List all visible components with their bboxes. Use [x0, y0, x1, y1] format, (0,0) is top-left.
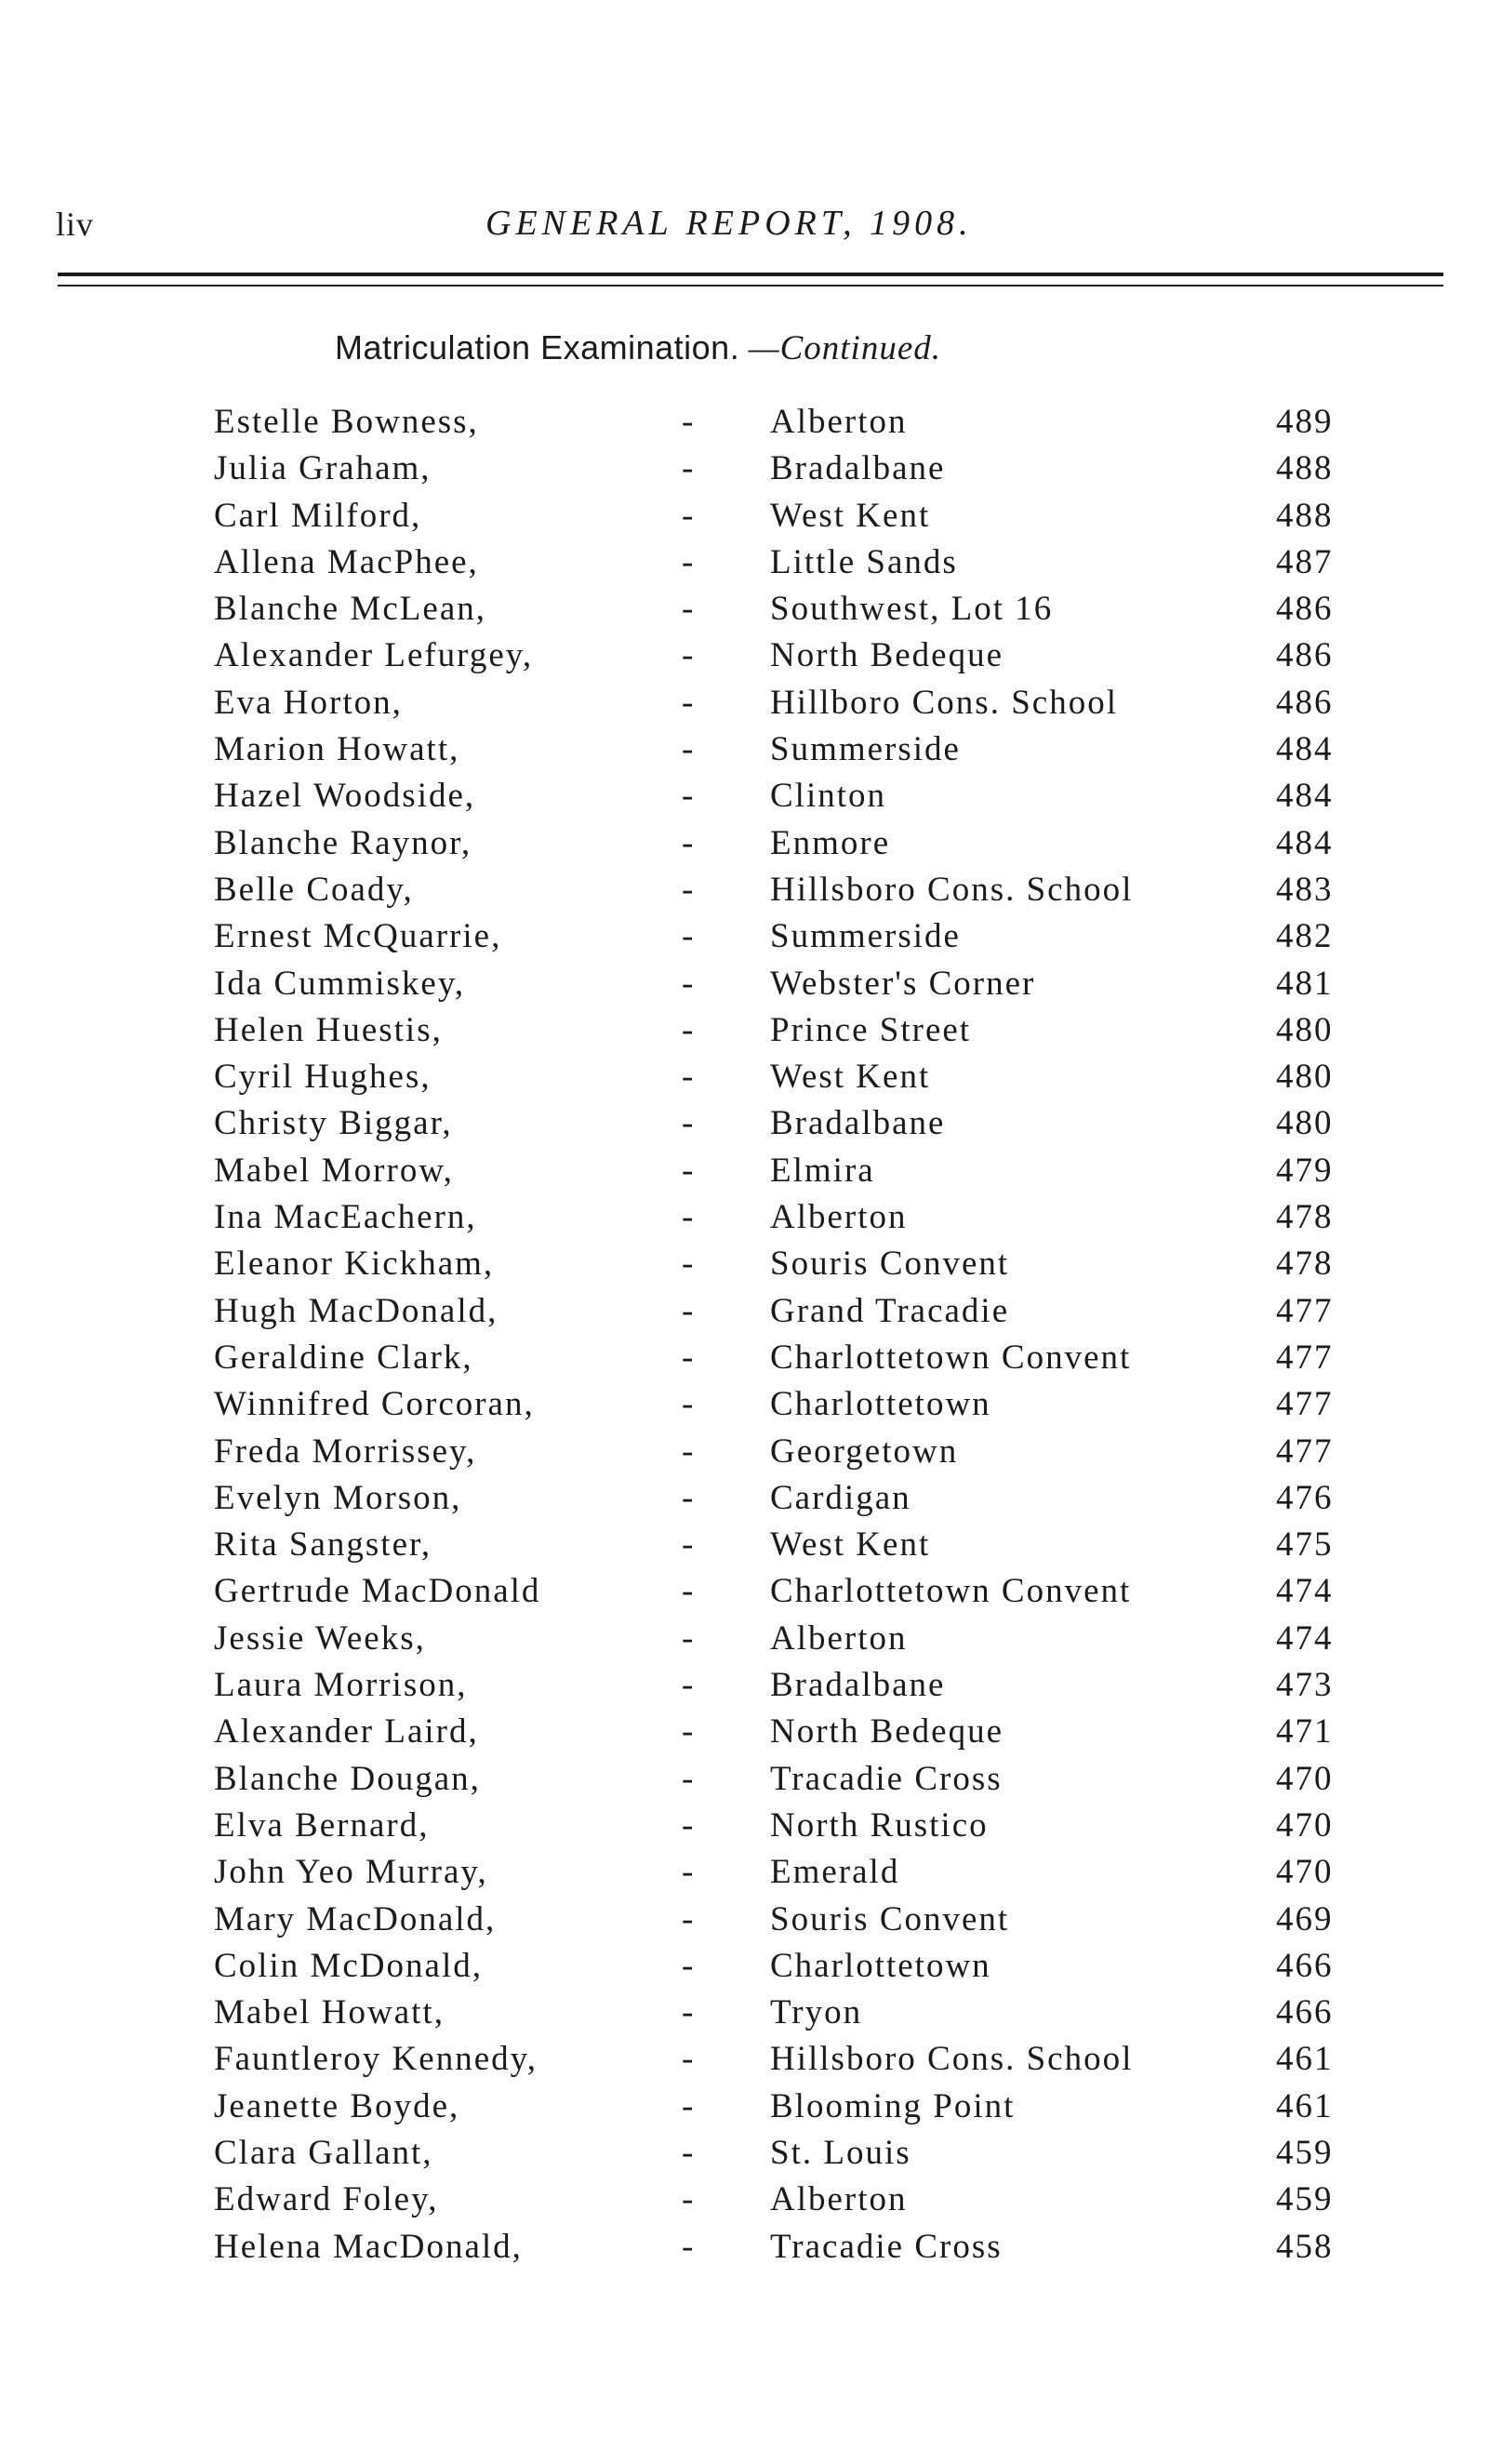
school-location: Prince Street — [770, 1010, 972, 1049]
candidate-name: Winnifred Corcoran, — [214, 1385, 535, 1424]
candidate-name: Ida Cummiskey, — [214, 964, 466, 1003]
separator-dash: - — [682, 1666, 696, 1705]
score-value: 482 — [1276, 917, 1334, 956]
separator-dash: - — [682, 1946, 696, 1985]
list-item — [0, 635, 1502, 682]
candidate-name: Julia Graham, — [214, 449, 432, 488]
list-item — [0, 2227, 1502, 2273]
score-value: 487 — [1276, 542, 1334, 581]
school-location: North Rustico — [770, 1805, 989, 1845]
list-item — [0, 2039, 1502, 2085]
score-value: 480 — [1276, 1010, 1334, 1049]
candidate-name: Blanche Raynor, — [214, 823, 472, 862]
list-item — [0, 1711, 1502, 1758]
school-location: West Kent — [770, 1525, 931, 1565]
separator-dash: - — [682, 2040, 696, 2079]
school-location: Tryon — [770, 1993, 863, 2032]
score-value: 484 — [1276, 730, 1334, 769]
score-value: 474 — [1276, 1618, 1334, 1658]
score-value: 486 — [1276, 636, 1334, 675]
school-location: Tracadie Cross — [770, 1759, 1003, 1798]
candidate-name: Mary MacDonald, — [214, 1899, 497, 1938]
score-value: 459 — [1276, 2180, 1334, 2219]
school-location: Clinton — [770, 777, 887, 816]
school-location: Hillboro Cons. School — [770, 683, 1118, 722]
separator-dash: - — [682, 823, 696, 862]
separator-dash: - — [682, 636, 696, 675]
score-value: 477 — [1276, 1291, 1334, 1330]
separator-dash: - — [682, 2086, 696, 2125]
candidate-name: Helena MacDonald, — [214, 2227, 523, 2266]
separator-dash: - — [682, 2133, 696, 2172]
separator-dash: - — [682, 1104, 696, 1143]
candidate-name: Rita Sangster, — [214, 1525, 432, 1565]
school-location: Bradalbane — [770, 1666, 946, 1705]
separator-dash: - — [682, 964, 696, 1003]
candidate-name: Blanche McLean, — [214, 590, 486, 629]
list-item — [0, 2133, 1502, 2179]
list-item — [0, 1571, 1502, 1618]
score-value: 466 — [1276, 1946, 1334, 1985]
score-value: 473 — [1276, 1666, 1334, 1705]
separator-dash: - — [682, 730, 696, 769]
separator-dash: - — [682, 1291, 696, 1330]
score-value: 486 — [1276, 683, 1334, 722]
running-title: GENERAL REPORT, 1908. — [485, 204, 973, 243]
candidate-name: Ina MacEachern, — [214, 1198, 477, 1237]
list-item — [0, 496, 1502, 542]
list-item — [0, 1759, 1502, 1805]
list-item — [0, 1525, 1502, 1571]
list-item — [0, 683, 1502, 729]
header-rule-thin — [58, 285, 1443, 286]
list-item — [0, 1665, 1502, 1711]
school-location: Charlottetown Convent — [770, 1338, 1132, 1377]
separator-dash: - — [682, 1618, 696, 1658]
candidate-name: Jeanette Boyde, — [214, 2086, 460, 2125]
score-value: 470 — [1276, 1853, 1334, 1892]
score-value: 476 — [1276, 1478, 1334, 1517]
score-value: 484 — [1276, 823, 1334, 862]
school-location: Alberton — [770, 403, 908, 441]
separator-dash: - — [682, 1385, 696, 1424]
score-value: 477 — [1276, 1338, 1334, 1377]
school-location: Alberton — [770, 1618, 908, 1658]
school-location: Summerside — [770, 730, 961, 769]
score-value: 477 — [1276, 1432, 1334, 1471]
separator-dash: - — [682, 1993, 696, 2032]
school-location: Grand Tracadie — [770, 1291, 1010, 1330]
school-location: Georgetown — [770, 1432, 959, 1471]
school-location: North Bedeque — [770, 1712, 1004, 1751]
list-item — [0, 1432, 1502, 1478]
candidate-name: Gertrude MacDonald — [214, 1572, 541, 1611]
separator-dash: - — [682, 1151, 696, 1190]
school-location: Little Sands — [770, 542, 958, 581]
candidate-name: Eleanor Kickham, — [214, 1245, 495, 1284]
candidate-name: Eva Horton, — [214, 683, 403, 722]
list-item — [0, 542, 1502, 589]
candidate-name: Mabel Morrow, — [214, 1151, 454, 1190]
school-location: Webster's Corner — [770, 964, 1036, 1003]
score-value: 488 — [1276, 496, 1334, 535]
candidate-name: Alexander Laird, — [214, 1712, 479, 1751]
list-item — [0, 1291, 1502, 1338]
school-location: Cardigan — [770, 1478, 911, 1517]
candidate-name: Marion Howatt, — [214, 730, 460, 769]
list-item — [0, 448, 1502, 495]
separator-dash: - — [682, 496, 696, 535]
school-location: Southwest, Lot 16 — [770, 590, 1054, 629]
separator-dash: - — [682, 1712, 696, 1751]
separator-dash: - — [682, 1245, 696, 1284]
candidate-name: Helen Huestis, — [214, 1010, 443, 1049]
score-value: 483 — [1276, 870, 1334, 909]
list-item — [0, 1338, 1502, 1384]
list-item — [0, 870, 1502, 916]
candidate-name: Geraldine Clark, — [214, 1338, 473, 1377]
candidate-name: Laura Morrison, — [214, 1666, 468, 1705]
school-location: Hillsboro Cons. School — [770, 2040, 1134, 2079]
results-list — [0, 402, 1502, 2273]
list-item — [0, 1010, 1502, 1057]
school-location: Souris Convent — [770, 1899, 1010, 1938]
score-value: 484 — [1276, 777, 1334, 816]
school-location: Bradalbane — [770, 449, 946, 488]
candidate-name: Cyril Hughes, — [214, 1058, 432, 1097]
separator-dash: - — [682, 1853, 696, 1892]
list-item — [0, 402, 1502, 448]
list-item — [0, 1805, 1502, 1852]
list-item — [0, 729, 1502, 776]
candidate-name: Elva Bernard, — [214, 1805, 430, 1845]
school-location: Souris Convent — [770, 1245, 1010, 1284]
school-location: Emerald — [770, 1853, 900, 1892]
list-item — [0, 1852, 1502, 1898]
list-item — [0, 1899, 1502, 1946]
separator-dash: - — [682, 777, 696, 816]
candidate-name: Ernest McQuarrie, — [214, 917, 502, 956]
candidate-name: Christy Biggar, — [214, 1104, 453, 1143]
page-number: liv — [56, 206, 95, 243]
candidate-name: Blanche Dougan, — [214, 1759, 481, 1798]
candidate-name: Allena MacPhee, — [214, 542, 479, 581]
candidate-name: Carl Milford, — [214, 496, 422, 535]
separator-dash: - — [682, 1572, 696, 1611]
score-value: 466 — [1276, 1993, 1334, 2032]
score-value: 478 — [1276, 1245, 1334, 1284]
separator-dash: - — [682, 917, 696, 956]
separator-dash: - — [682, 590, 696, 629]
school-location: West Kent — [770, 496, 931, 535]
score-value: 489 — [1276, 403, 1334, 441]
list-item — [0, 2179, 1502, 2226]
list-item — [0, 1057, 1502, 1103]
candidate-name: Freda Morrissey, — [214, 1432, 477, 1471]
candidate-name: Fauntleroy Kennedy, — [214, 2040, 538, 2079]
separator-dash: - — [682, 1338, 696, 1377]
separator-dash: - — [682, 1759, 696, 1798]
separator-dash: - — [682, 1010, 696, 1049]
section-title — [335, 327, 941, 368]
candidate-name: Mabel Howatt, — [214, 1993, 445, 2032]
candidate-name: Jessie Weeks, — [214, 1618, 426, 1658]
list-item — [0, 823, 1502, 870]
score-value: 474 — [1276, 1572, 1334, 1611]
school-location: Alberton — [770, 1198, 908, 1237]
score-value: 469 — [1276, 1899, 1334, 1938]
candidate-name: Belle Coady, — [214, 870, 414, 909]
candidate-name: Alexander Lefurgey, — [214, 636, 534, 675]
school-location: Elmira — [770, 1151, 875, 1190]
candidate-name: Hugh MacDonald, — [214, 1291, 498, 1330]
candidate-name: Colin McDonald, — [214, 1946, 483, 1985]
separator-dash: - — [682, 2227, 696, 2266]
separator-dash: - — [682, 2180, 696, 2219]
candidate-name: Evelyn Morson, — [214, 1478, 462, 1517]
separator-dash: - — [682, 1478, 696, 1517]
school-location: Alberton — [770, 2180, 908, 2219]
school-location: Blooming Point — [770, 2086, 1016, 2125]
separator-dash: - — [682, 542, 696, 581]
score-value: 488 — [1276, 449, 1334, 488]
separator-dash: - — [682, 1198, 696, 1237]
score-value: 477 — [1276, 1385, 1334, 1424]
school-location: Enmore — [770, 823, 891, 862]
separator-dash: - — [682, 449, 696, 488]
list-item — [0, 1618, 1502, 1665]
candidate-name: Estelle Bowness, — [214, 403, 479, 441]
score-value: 461 — [1276, 2040, 1334, 2079]
score-value: 471 — [1276, 1712, 1334, 1751]
score-value: 481 — [1276, 964, 1334, 1003]
list-item — [0, 1384, 1502, 1431]
candidate-name: John Yeo Murray, — [214, 1853, 488, 1892]
list-item — [0, 916, 1502, 963]
candidate-name: Clara Gallant, — [214, 2133, 433, 2172]
header-rule-thick — [58, 273, 1443, 276]
separator-dash: - — [682, 403, 696, 441]
school-location: Tracadie Cross — [770, 2227, 1003, 2266]
list-item — [0, 1946, 1502, 1992]
school-location: Charlottetown — [770, 1946, 991, 1985]
school-location: West Kent — [770, 1058, 931, 1097]
separator-dash: - — [682, 1525, 696, 1565]
section-title-continued: —Continued. — [748, 329, 942, 367]
candidate-name: Edward Foley, — [214, 2180, 439, 2219]
list-item — [0, 2086, 1502, 2133]
separator-dash: - — [682, 1899, 696, 1938]
candidate-name: Hazel Woodside, — [214, 777, 476, 816]
list-item — [0, 1197, 1502, 1244]
list-item — [0, 1151, 1502, 1197]
score-value: 459 — [1276, 2133, 1334, 2172]
school-location: North Bedeque — [770, 636, 1004, 675]
separator-dash: - — [682, 1432, 696, 1471]
separator-dash: - — [682, 1058, 696, 1097]
score-value: 475 — [1276, 1525, 1334, 1565]
list-item — [0, 776, 1502, 822]
score-value: 479 — [1276, 1151, 1334, 1190]
score-value: 480 — [1276, 1058, 1334, 1097]
school-location: Hillsboro Cons. School — [770, 870, 1134, 909]
list-item — [0, 589, 1502, 635]
list-item — [0, 1478, 1502, 1525]
list-item — [0, 1992, 1502, 2039]
score-value: 480 — [1276, 1104, 1334, 1143]
list-item — [0, 1244, 1502, 1290]
separator-dash: - — [682, 870, 696, 909]
school-location: St. Louis — [770, 2133, 911, 2172]
school-location: Charlottetown Convent — [770, 1572, 1132, 1611]
score-value: 458 — [1276, 2227, 1334, 2266]
score-value: 470 — [1276, 1805, 1334, 1845]
score-value: 478 — [1276, 1198, 1334, 1237]
separator-dash: - — [682, 1805, 696, 1845]
list-item — [0, 964, 1502, 1010]
separator-dash: - — [682, 683, 696, 722]
score-value: 461 — [1276, 2086, 1334, 2125]
school-location: Bradalbane — [770, 1104, 946, 1143]
school-location: Charlottetown — [770, 1385, 991, 1424]
score-value: 486 — [1276, 590, 1334, 629]
section-title-main: Matriculation Examination. — [335, 328, 740, 366]
school-location: Summerside — [770, 917, 961, 956]
list-item — [0, 1103, 1502, 1150]
score-value: 470 — [1276, 1759, 1334, 1798]
